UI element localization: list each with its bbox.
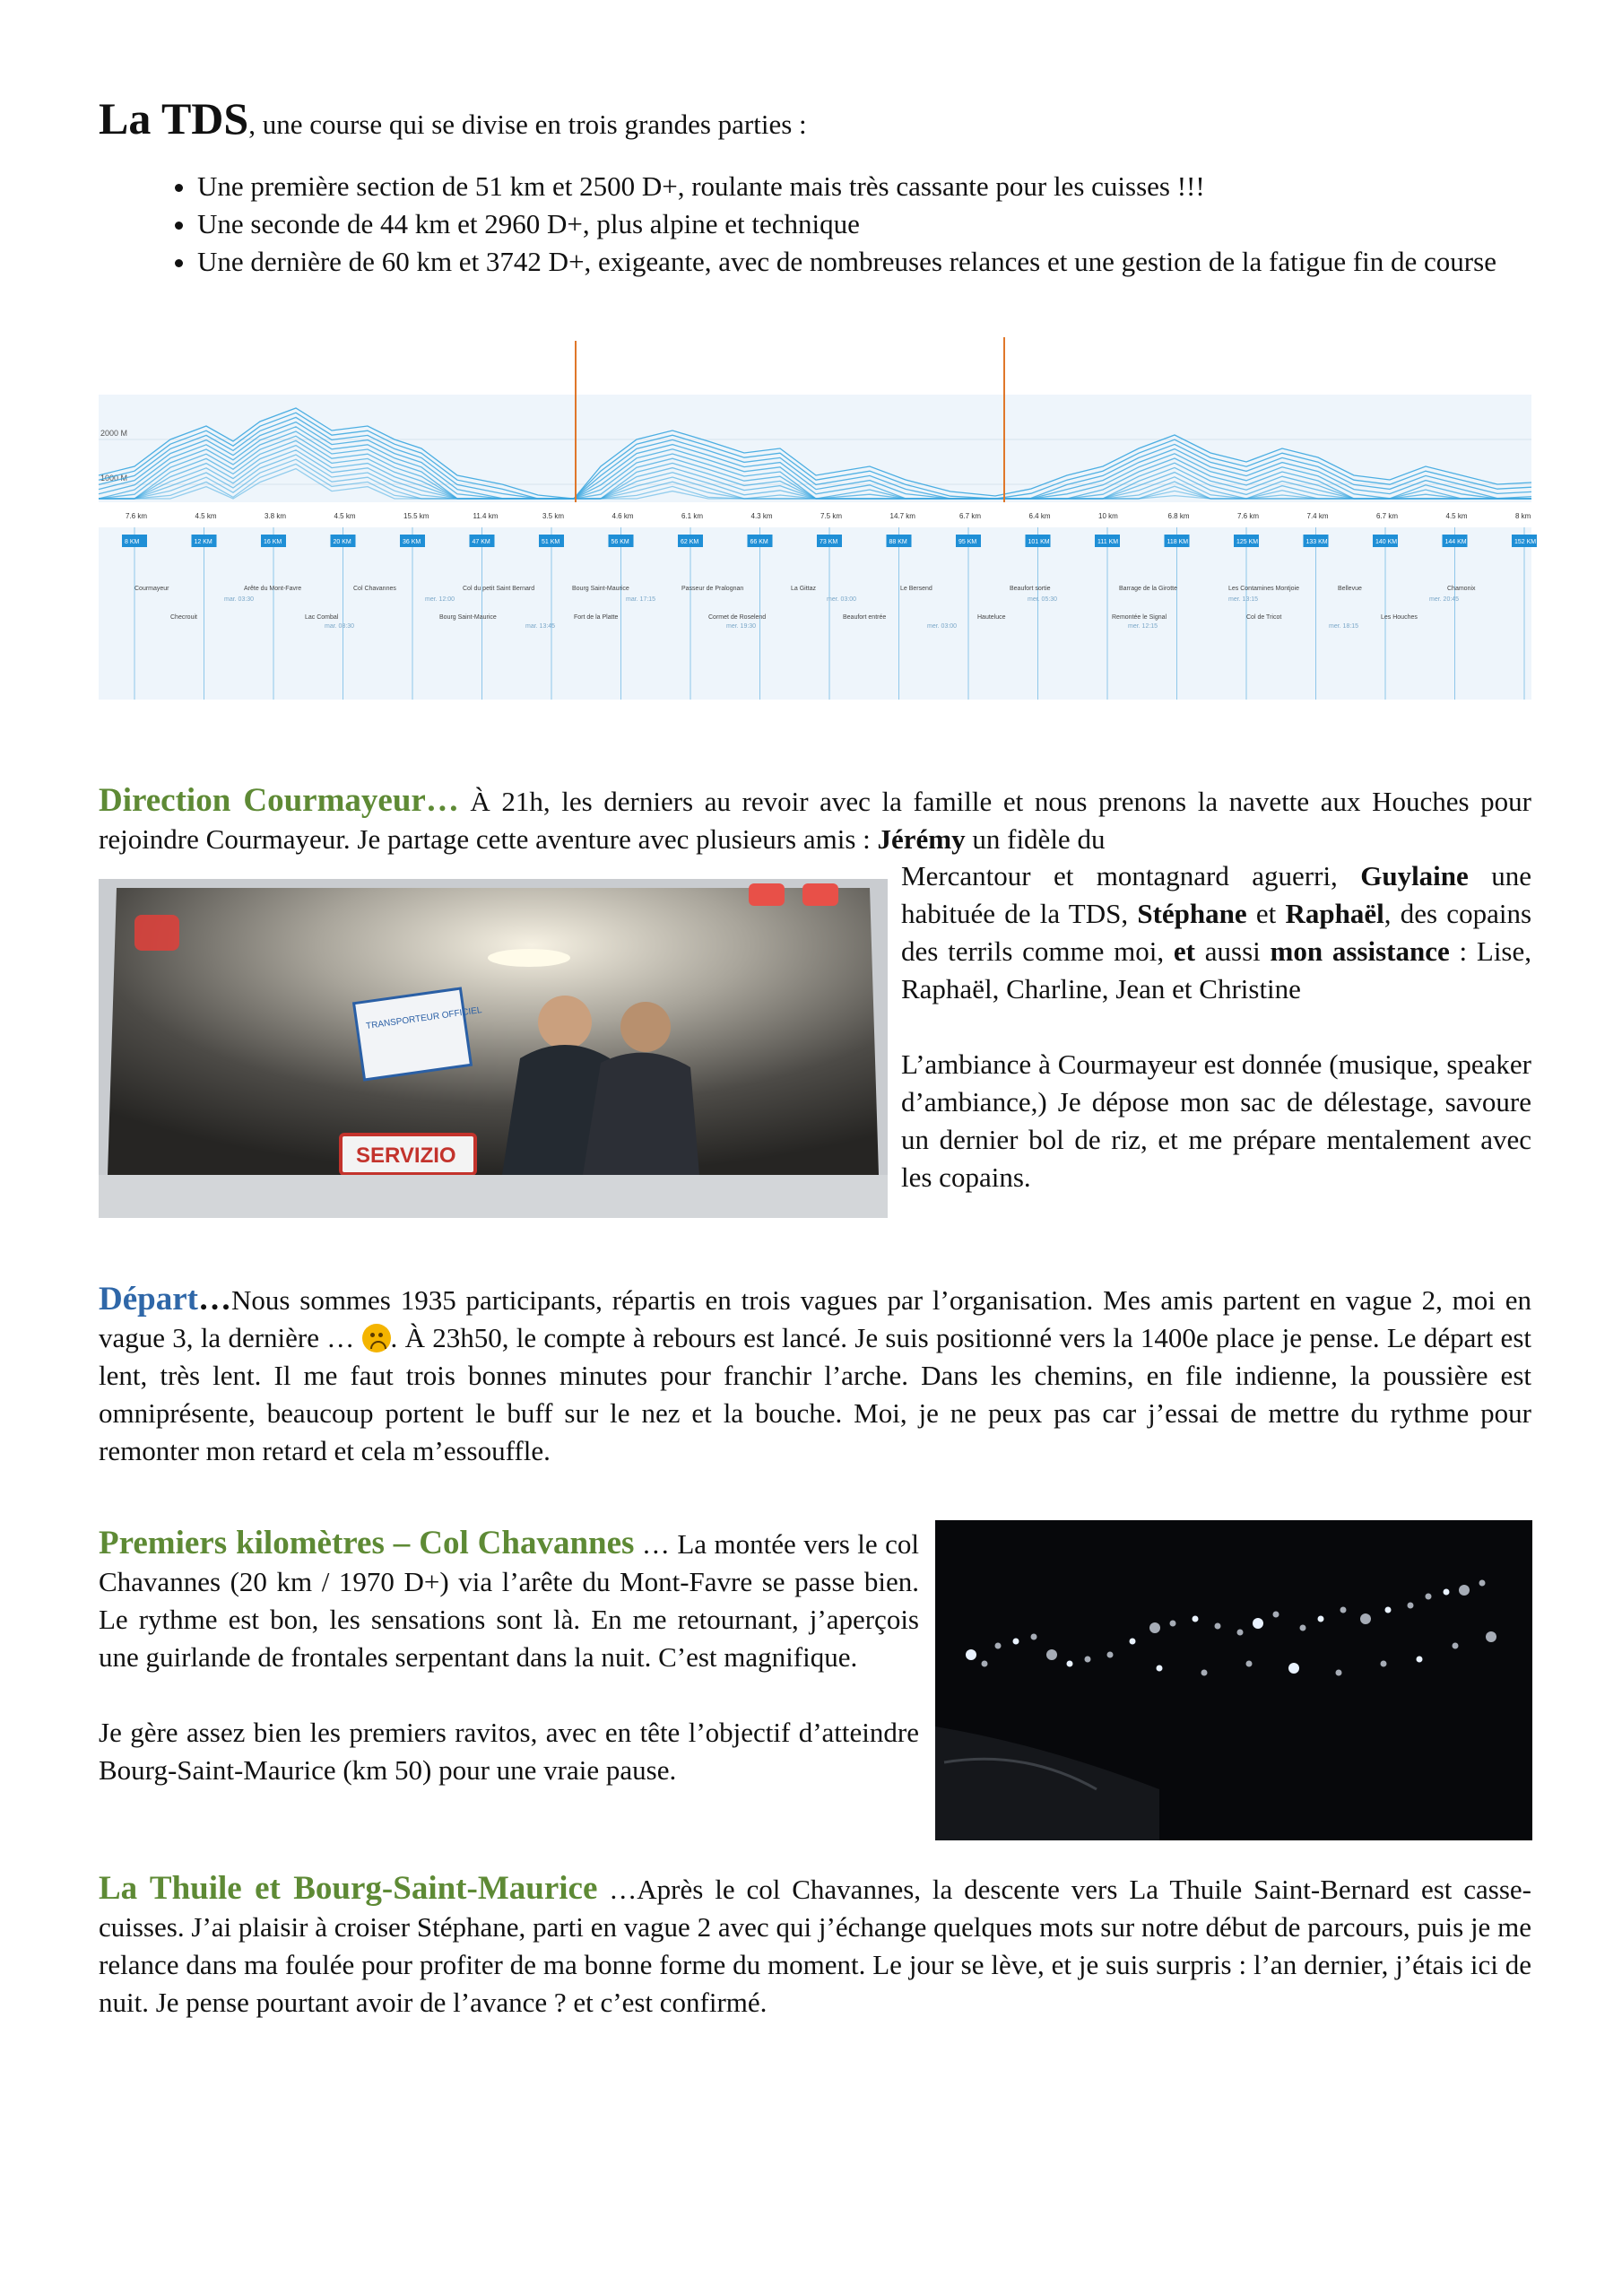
km-marker-label: 47 KM [472,539,490,545]
sad-face-icon [362,1324,391,1352]
ambiance-paragraph: L’ambiance à Courmayeur est donnée (musique, speaker d’ambiance,) Je dépose mon sac de délestage, savoure un dernier bol de riz, et me prépare mentalement avec les copains. [901,1048,1531,1193]
depart-section [99,1281,1531,1470]
time-label: mer. 12:00 [425,596,455,603]
text: et [1246,898,1286,929]
segment-label: 6.4 km [1028,512,1051,520]
segment-label: 7.4 km [1306,512,1329,520]
text: … La montée vers le col Chavannes (20 km / 1970 D+) via l’arête du Mont-Favre se passe bien. Le rythme est bon, les sensations sont là. En me retournant, j’aperçois une guirlande de frontales serpentant dans la nuit. C’est magnifique. [99,1528,919,1673]
time-label: mer. 03:00 [927,623,958,630]
headlamp-light [982,1661,988,1667]
time-label: mer. 12:15 [1128,623,1158,630]
place-label: Barrage de la Girotte [1119,586,1177,592]
elevation-profile-graphic [99,341,1537,700]
segment-label: 6.8 km [1167,512,1190,520]
place-label: Col de Tricot [1246,614,1282,621]
headlamp-light [1246,1661,1253,1667]
headlamp-light [1426,1594,1432,1600]
segment-label: 3.5 km [542,512,565,520]
thuile-section [99,1870,1531,2022]
segment-label: 4.5 km [195,512,217,520]
km-marker-label: 95 KM [958,539,977,545]
place-label: Cormet de Roselend [708,614,767,621]
text: Nous sommes 1935 participants, répartis en trois vagues par l’organisation. Mes amis partent en vague 2, moi en vague 3, la dernière … [99,1284,1531,1353]
time-label: mer. 20:45 [1429,596,1460,603]
text: . À 23h50, le compte à rebours est lancé. Je suis positionné vers la 1400e place je pense. Le départ est lent, très lent. Il me faut trois bonnes minutes pour franchir l’arche. Dans les chemins, en file indienne, la poussière est omniprésente, beaucoup portent le buff sur le nez et la bouche. Moi, je ne peux pas car j’essai de mettre du rythme pour remonter mon retard et cela m’essouffle. [99,1322,1531,1466]
km-marker-label: 8 KM [125,539,140,545]
headlamp-light [1067,1661,1073,1667]
place-label: Remontée le Signal [1112,614,1167,621]
time-label: mer. 18:15 [1329,623,1359,630]
text: : Lise, Raphaël, Charline, Jean et Christine [901,935,1532,1004]
place-label: Col du petit Saint Bernard [463,586,535,592]
heading-thuile: La Thuile et Bourg-Saint-Maurice [99,1870,598,1907]
segment-label: 4.3 km [750,512,773,520]
headlamp-light [1157,1665,1163,1672]
segment-label: 4.6 km [612,512,634,520]
headlamp-light [1417,1657,1423,1663]
headlamp-light [1288,1663,1299,1674]
segment-labels [126,512,1531,520]
headlamp-light [1107,1652,1114,1658]
text-et: et [1173,935,1195,967]
km-marker-label: 140 KM [1375,539,1398,545]
text: Mercantour et montagnard aguerri, [901,860,1361,891]
headlamp-light [1237,1630,1244,1636]
heading-courmayeur: Direction Courmayeur… [99,782,459,819]
place-label: Passeur de Pralognan [681,586,744,592]
heading-depart: Départ [99,1281,198,1318]
y-label-1000: 1000 M [100,474,128,483]
headlamp-light [1381,1661,1387,1667]
intro-title-rest: , une course qui se divise en trois grandes parties : [248,109,807,140]
time-label: mer. 05:30 [1028,596,1058,603]
sections-list [99,168,1533,281]
depart-dots: … [197,1281,231,1318]
headlamp-light [1170,1621,1176,1627]
segment-label: 10 km [1098,512,1118,520]
intro-title [99,93,1533,144]
text: aussi [1195,935,1271,967]
mon-assistance: mon assistance [1270,935,1450,967]
list-item: • Une première section de 51 km et 2500 D+, roulante mais très cassante pour les cuisses !!! [197,168,1533,205]
km-marker-label: 125 KM [1236,539,1259,545]
km-marker-label: 51 KM [542,539,560,545]
name-guylaine: Guylaine [1360,860,1469,891]
headlamp-light [1300,1625,1306,1631]
segment-label: 6.7 km [1376,512,1399,520]
headlamp-light [1459,1585,1470,1596]
km-marker-label: 12 KM [194,539,213,545]
place-label: Les Houches [1381,614,1418,621]
place-label: Arête du Mont-Favre [244,586,302,592]
place-label: Lac Combal [305,614,339,621]
badge-text: TRANSPORTEUR OFFICIEL [365,1005,483,1032]
name-raphael: Raphaël [1285,898,1384,929]
headlamp-light [1336,1670,1342,1676]
time-label: mer. 03:00 [827,596,857,603]
time-label: mer. 13:15 [1228,596,1259,603]
headlamp-light [1479,1580,1486,1587]
intro-title-bold: La TDS [99,93,249,144]
chavannes-section [99,1525,919,1789]
km-marker-label: 20 KM [333,539,351,545]
headlamp-light [966,1649,976,1660]
headlamp-light [1453,1643,1459,1649]
segment-label: 7.6 km [126,512,148,520]
km-marker-label: 118 KM [1167,539,1189,545]
time-label: mar. 03:30 [224,596,255,603]
km-marker-label: 88 KM [889,539,907,545]
servizio-sign: SERVIZIO [356,1144,456,1168]
headlamp-light [1046,1649,1057,1660]
km-marker-label: 16 KM [264,539,282,545]
place-label: La Gittaz [791,586,817,592]
chavannes-paragraph [99,1525,919,1676]
place-label: Beaufort sortie [1010,586,1051,592]
km-marker-label: 62 KM [681,539,699,545]
place-label: Bourg Saint-Maurice [572,586,629,592]
km-marker-label: 36 KM [403,539,421,545]
place-label: Courmayeur [134,586,169,592]
headlamp-light [1444,1589,1450,1596]
courmayeur-intro [99,782,1531,858]
km-marker-label: 73 KM [820,539,838,545]
time-label: mar. 08:30 [325,623,355,630]
headlamp-light [1085,1657,1091,1663]
headlamp-light [1193,1616,1199,1622]
headlamp-light [1253,1618,1263,1629]
km-marker-label: 56 KM [611,539,629,545]
intro-section [99,93,1533,281]
place-label: Col Chavannes [353,586,396,592]
segment-label: 4.5 km [334,512,356,520]
headlamp-light [1201,1670,1208,1676]
text: , des copains des terrils comme moi, [901,898,1532,967]
name-stephane: Stéphane [1137,898,1247,929]
segment-label: 15.5 km [403,512,429,520]
courmayeur-side-text [901,857,1531,1196]
segment-label: 7.5 km [820,512,843,520]
place-label: Beaufort entrée [843,614,887,621]
time-label: mar. 17:15 [626,596,656,603]
ravitos-paragraph: Je gère assez bien les premiers ravitos, avec en tête l’objectif d’atteindre Bourg-Saint-Maurice (km 50) pour une vraie pause. [99,1717,919,1786]
headlamp-light [1486,1631,1496,1642]
headlamp-light [1273,1612,1279,1618]
headlamp-light [1215,1623,1221,1630]
km-marker-label: 101 KM [1028,539,1050,545]
km-marker-label: 133 KM [1305,539,1328,545]
text: À 21h, les derniers au revoir avec la famille et nous prenons la navette aux Houches pour rejoindre Courmayeur. Je partage cette aventure avec plusieurs amis : [99,786,1531,855]
headlamp-light [995,1643,1002,1649]
segment-label: 11.4 km [473,512,499,520]
km-marker-label: 152 KM [1514,539,1537,545]
friends-paragraph [901,857,1531,1008]
place-label: Bellevue [1338,586,1362,592]
place-label: Fort de la Platte [574,614,619,621]
place-label: Les Contamines Montjoie [1228,586,1299,592]
headlamp-light [1340,1607,1347,1613]
headlamps-image [935,1520,1532,1840]
time-label: mar. 13:45 [525,623,556,630]
km-marker-label: 111 KM [1097,539,1119,545]
photo-headlamps [935,1520,1532,1840]
list-item: • Une dernière de 60 km et 3742 D+, exigeante, avec de nombreuses relances et une gestion de la fatigue fin de course [197,243,1533,281]
segment-label: 6.7 km [959,512,982,520]
text: un fidèle du [965,823,1106,855]
list-item: • Une seconde de 44 km et 2960 D+, plus alpine et technique [197,205,1533,243]
headlamp-light [1149,1622,1160,1633]
time-label: mer. 19:30 [726,623,757,630]
y-label-2000: 2000 M [100,429,128,438]
segment-label: 7.6 km [1237,512,1260,520]
headlamp-light [1385,1607,1392,1613]
headlamp-light [1130,1639,1136,1645]
elevation-profile [99,341,1537,700]
place-label: Checrouit [170,614,197,621]
headlamp-light [1318,1616,1324,1622]
place-label: Chamonix [1447,586,1476,592]
headlamp-light [1408,1603,1414,1609]
segment-label: 6.1 km [681,512,704,520]
place-label: Bourg Saint-Maurice [439,614,497,621]
photo-shuttle [99,879,888,1218]
segment-label: 8 km [1515,512,1531,520]
km-marker-label: 144 KM [1444,539,1467,545]
name-jeremy: Jérémy [877,823,966,855]
headlamp-light [1360,1613,1371,1624]
heading-chavannes: Premiers kilomètres – Col Chavannes [99,1525,635,1561]
km-markers [122,535,1537,547]
text: …Après le col Chavannes, la descente vers La Thuile Saint-Bernard est casse-cuisses. J’ai plaisir à croiser Stéphane, parti en vague 2 avec qui j’échange quelques mots sur notre début de parcours, puis je me relance dans ma foulée pour profiter de ma bonne forme du moment. Le jour se lève, et je suis surpris : l’an dernier, j’étais ici de nuit. Je pense pourtant avoir de l’avance ? et c’est confirmé. [99,1874,1532,2018]
km-marker-label: 66 KM [750,539,768,545]
headlamp-light [1031,1634,1037,1640]
text: une habituée de la TDS, [901,860,1531,929]
marker-lines [134,527,1524,700]
place-label: Le Bersend [900,586,932,592]
segment-label: 14.7 km [889,512,915,520]
place-label: Hauteluce [977,614,1006,621]
segment-label: 3.8 km [265,512,287,520]
shuttle-image [99,879,888,1218]
headlamp-light [1013,1639,1019,1645]
segment-label: 4.5 km [1445,512,1468,520]
